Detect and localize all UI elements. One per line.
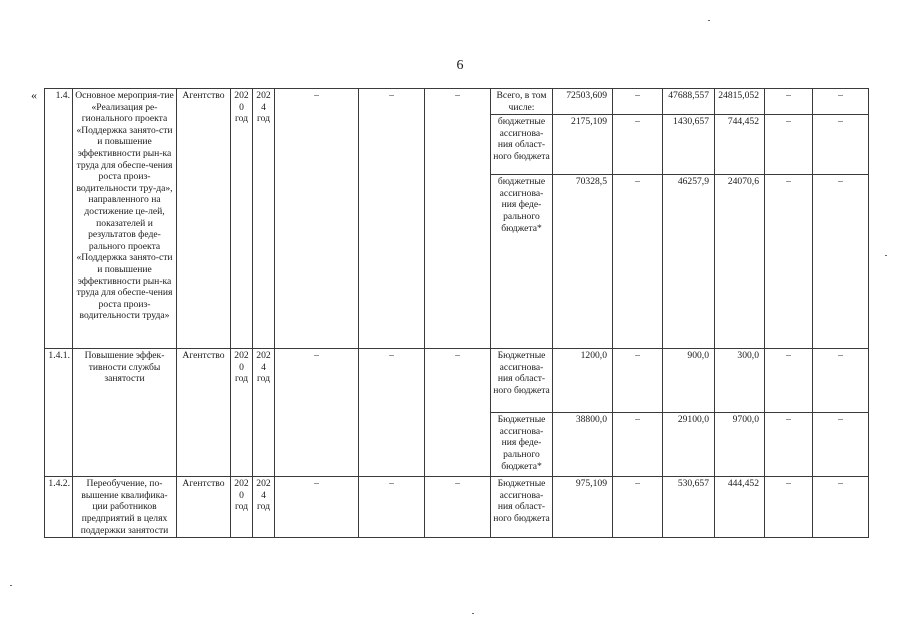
dash-cell: – xyxy=(275,349,359,477)
funding-source-cell: бюджетные ассигнова-ния област-ного бюджета xyxy=(491,115,553,175)
year-amount-cell: 530,657 xyxy=(663,477,715,538)
year-amount-cell: 300,0 xyxy=(715,349,765,413)
dash-cell: – xyxy=(425,349,491,477)
year-amount-cell: – xyxy=(765,115,813,175)
start-year-cell: 2020 год xyxy=(231,477,253,538)
dash-cell: – xyxy=(275,89,359,349)
year-amount-cell: 900,0 xyxy=(663,349,715,413)
year-amount-cell: – xyxy=(765,477,813,538)
row-number-cell: 1.4.2. xyxy=(45,477,73,538)
year-amount-cell: – xyxy=(813,175,869,349)
year-amount-cell: 29100,0 xyxy=(663,413,715,477)
year-amount-cell: 1430,657 xyxy=(663,115,715,175)
table-row xyxy=(45,349,869,413)
year-amount-cell: 744,452 xyxy=(715,115,765,175)
year-amount-cell: 9700,0 xyxy=(715,413,765,477)
year-amount-cell: – xyxy=(613,175,663,349)
end-year-cell: 2024 год xyxy=(253,477,275,538)
page-number: 6 xyxy=(456,58,464,73)
activity-name-cell: Основное мероприя-тие «Реализация ре-гионального проекта «Поддержка занято-сти и повышение эффективности рын-ка труда для обеспе-чения роста произ-водительности тру-да», направленного на достижение це-лей, показателей и результатов феде-рального проекта «Поддержка занято-сти и повышение эффективности рын-ка труда для обеспе-чения роста произ-водительности труда» xyxy=(73,89,177,349)
year-amount-cell: – xyxy=(765,175,813,349)
year-amount-cell: – xyxy=(765,89,813,115)
row-number-cell: 1.4.1. xyxy=(45,349,73,477)
year-amount-cell: – xyxy=(813,115,869,175)
year-amount-cell: – xyxy=(613,477,663,538)
dash-cell: – xyxy=(359,89,425,349)
total-amount-cell: 1200,0 xyxy=(553,349,613,413)
table-row xyxy=(45,477,869,538)
year-amount-cell: – xyxy=(813,349,869,413)
year-amount-cell: – xyxy=(765,413,813,477)
scan-speck xyxy=(472,613,474,614)
row-number-cell: 1.4. xyxy=(45,89,73,349)
total-amount-cell: 975,109 xyxy=(553,477,613,538)
activity-name-cell: Переобучение, по-вышение квалифика-ции работников предприятий в целях поддержки занятости xyxy=(73,477,177,538)
year-amount-cell: 47688,557 xyxy=(663,89,715,115)
table-row xyxy=(45,89,869,115)
year-amount-cell: – xyxy=(613,413,663,477)
year-amount-cell: – xyxy=(813,89,869,115)
year-amount-cell: – xyxy=(765,349,813,413)
dash-cell: – xyxy=(275,477,359,538)
end-year-cell: 2024 год xyxy=(253,89,275,349)
year-amount-cell: – xyxy=(813,477,869,538)
year-amount-cell: 444,452 xyxy=(715,477,765,538)
end-year-cell: 2024 год xyxy=(253,349,275,477)
total-amount-cell: 38800,0 xyxy=(553,413,613,477)
year-amount-cell: – xyxy=(613,349,663,413)
executor-cell: Агентство xyxy=(177,349,231,477)
funding-source-cell: Бюджетные ассигнова-ния област-ного бюджета xyxy=(491,477,553,538)
year-amount-cell: 24815,052 xyxy=(715,89,765,115)
total-amount-cell: 2175,109 xyxy=(553,115,613,175)
activity-name-cell: Повышение эффек-тивности службы занятости xyxy=(73,349,177,477)
start-year-cell: 2020 год xyxy=(231,349,253,477)
dash-cell: – xyxy=(359,477,425,538)
year-amount-cell: 46257,9 xyxy=(663,175,715,349)
program-activities-table xyxy=(44,88,869,538)
year-amount-cell: – xyxy=(813,413,869,477)
year-amount-cell: – xyxy=(613,115,663,175)
executor-cell: Агентство xyxy=(177,477,231,538)
funding-source-cell: бюджетные ассигнова-ния феде-рального бюджета* xyxy=(491,175,553,349)
year-amount-cell: – xyxy=(613,89,663,115)
dash-cell: – xyxy=(425,89,491,349)
scan-speck xyxy=(708,20,710,21)
year-amount-cell: 24070,6 xyxy=(715,175,765,349)
executor-cell: Агентство xyxy=(177,89,231,349)
funding-source-cell: Всего, в том числе: xyxy=(491,89,553,115)
funding-source-cell: Бюджетные ассигнова-ния феде-рального бюджета* xyxy=(491,413,553,477)
dash-cell: – xyxy=(425,477,491,538)
total-amount-cell: 72503,609 xyxy=(553,89,613,115)
scan-speck xyxy=(885,255,887,256)
funding-source-cell: Бюджетные ассигнова-ния област-ного бюджета xyxy=(491,349,553,413)
start-year-cell: 2020 год xyxy=(231,89,253,349)
dash-cell: – xyxy=(359,349,425,477)
total-amount-cell: 70328,5 xyxy=(553,175,613,349)
opening-quote: « xyxy=(31,88,37,102)
scan-speck xyxy=(10,585,12,586)
